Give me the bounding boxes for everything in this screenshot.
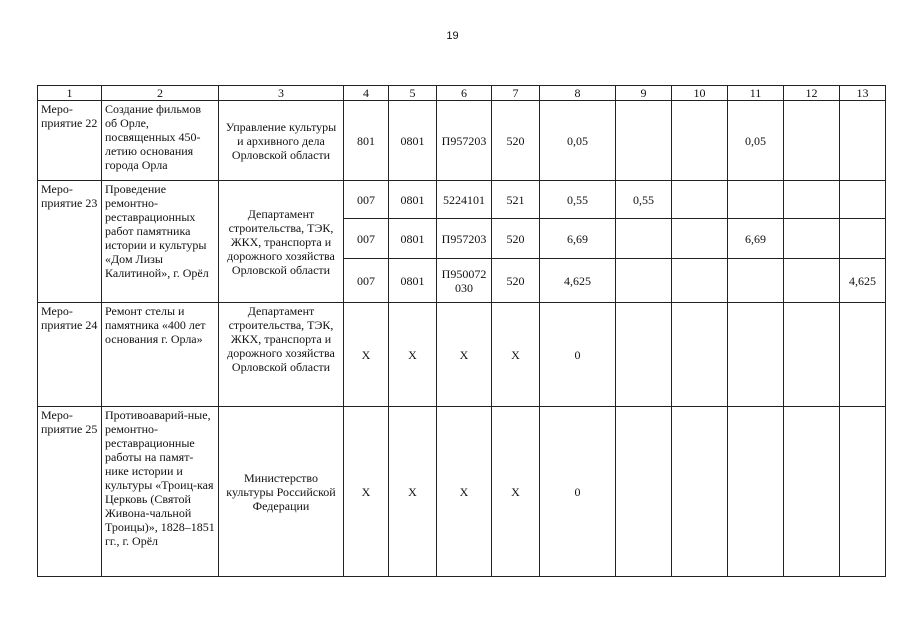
table-row — [38, 303, 886, 407]
cell-vr: 520 — [492, 101, 540, 181]
cell-year: 4,625 — [840, 259, 886, 303]
cell-rzpr: 0801 — [389, 101, 437, 181]
cell-year — [784, 407, 840, 577]
cell-year — [840, 219, 886, 259]
cell-year — [728, 181, 784, 219]
cell-total: 0,05 — [540, 101, 616, 181]
column-header: 12 — [784, 86, 840, 101]
cell-year — [728, 259, 784, 303]
event-description: Создание фильмов об Орле, посвященных 450-летию основания города Орла — [102, 101, 219, 181]
cell-year — [672, 303, 728, 407]
column-header: 9 — [616, 86, 672, 101]
column-header: 2 — [102, 86, 219, 101]
cell-total: 4,625 — [540, 259, 616, 303]
table-row — [38, 101, 886, 181]
executor: Министерство культуры Российской Федерации — [219, 407, 344, 577]
cell-year — [840, 303, 886, 407]
cell-year — [784, 303, 840, 407]
event-number: Меро-приятие 22 — [38, 101, 102, 181]
cell-grbs: Х — [344, 407, 389, 577]
column-header: 6 — [437, 86, 492, 101]
cell-vr: 521 — [492, 181, 540, 219]
cell-year — [672, 101, 728, 181]
cell-csr: П957203 — [437, 101, 492, 181]
executor: Управление культуры и архивного дела Орловской области — [219, 101, 344, 181]
cell-year — [616, 303, 672, 407]
cell-grbs: Х — [344, 303, 389, 407]
cell-total: 0 — [540, 303, 616, 407]
cell-grbs: 007 — [344, 181, 389, 219]
cell-csr: Х — [437, 407, 492, 577]
cell-year — [672, 407, 728, 577]
cell-year — [672, 259, 728, 303]
cell-csr: П950072 030 — [437, 259, 492, 303]
column-header: 1 — [38, 86, 102, 101]
cell-year — [840, 181, 886, 219]
cell-vr: Х — [492, 303, 540, 407]
cell-year — [784, 181, 840, 219]
column-header: 8 — [540, 86, 616, 101]
cell-year — [728, 303, 784, 407]
column-header: 7 — [492, 86, 540, 101]
executor: Департамент строительства, ТЭК, ЖКХ, транспорта и дорожного хозяйства Орловской области — [219, 303, 344, 407]
cell-year — [616, 259, 672, 303]
cell-total: 6,69 — [540, 219, 616, 259]
cell-year — [728, 407, 784, 577]
cell-rzpr: 0801 — [389, 219, 437, 259]
column-header: 11 — [728, 86, 784, 101]
table-row — [38, 407, 886, 577]
column-header: 4 — [344, 86, 389, 101]
page-number: 19 — [446, 30, 459, 42]
cell-rzpr: Х — [389, 407, 437, 577]
cell-year — [672, 181, 728, 219]
cell-year — [840, 407, 886, 577]
column-header: 3 — [219, 86, 344, 101]
cell-rzpr: Х — [389, 303, 437, 407]
cell-vr: 520 — [492, 219, 540, 259]
event-number: Меро-приятие 25 — [38, 407, 102, 577]
cell-grbs: 801 — [344, 101, 389, 181]
cell-year — [784, 101, 840, 181]
cell-year: 0,05 — [728, 101, 784, 181]
cell-vr: Х — [492, 407, 540, 577]
cell-year — [616, 219, 672, 259]
budget-table — [37, 85, 886, 577]
event-description: Ремонт стелы и памятника «400 лет основания г. Орла» — [102, 303, 219, 407]
cell-csr: 5224101 — [437, 181, 492, 219]
cell-csr: П957203 — [437, 219, 492, 259]
cell-year — [672, 219, 728, 259]
event-number: Меро-приятие 23 — [38, 181, 102, 303]
column-header: 13 — [840, 86, 886, 101]
cell-rzpr: 0801 — [389, 181, 437, 219]
table-row — [38, 181, 886, 219]
event-number: Меро-приятие 24 — [38, 303, 102, 407]
cell-vr: 520 — [492, 259, 540, 303]
cell-total: 0 — [540, 407, 616, 577]
cell-total: 0,55 — [540, 181, 616, 219]
cell-year — [784, 259, 840, 303]
cell-year: 6,69 — [728, 219, 784, 259]
cell-year — [840, 101, 886, 181]
column-header: 10 — [672, 86, 728, 101]
header-row — [38, 86, 886, 101]
cell-year: 0,55 — [616, 181, 672, 219]
cell-year — [616, 101, 672, 181]
cell-year — [616, 407, 672, 577]
event-description: Противоаварий-ные, ремонтно-реставрационные работы на памят-нике истории и культуры «Троиц-кая Церковь (Святой Живона-чальной Троицы)», 1828–1851 гг., г. Орёл — [102, 407, 219, 577]
event-description: Проведение ремонтно-реставрационных работ памятника истории и культуры «Дом Лизы Калитиной», г. Орёл — [102, 181, 219, 303]
cell-year — [784, 219, 840, 259]
column-header: 5 — [389, 86, 437, 101]
cell-csr: Х — [437, 303, 492, 407]
cell-rzpr: 0801 — [389, 259, 437, 303]
cell-grbs: 007 — [344, 219, 389, 259]
cell-grbs: 007 — [344, 259, 389, 303]
executor: Департамент строительства, ТЭК, ЖКХ, транспорта и дорожного хозяйства Орловской области — [219, 181, 344, 303]
